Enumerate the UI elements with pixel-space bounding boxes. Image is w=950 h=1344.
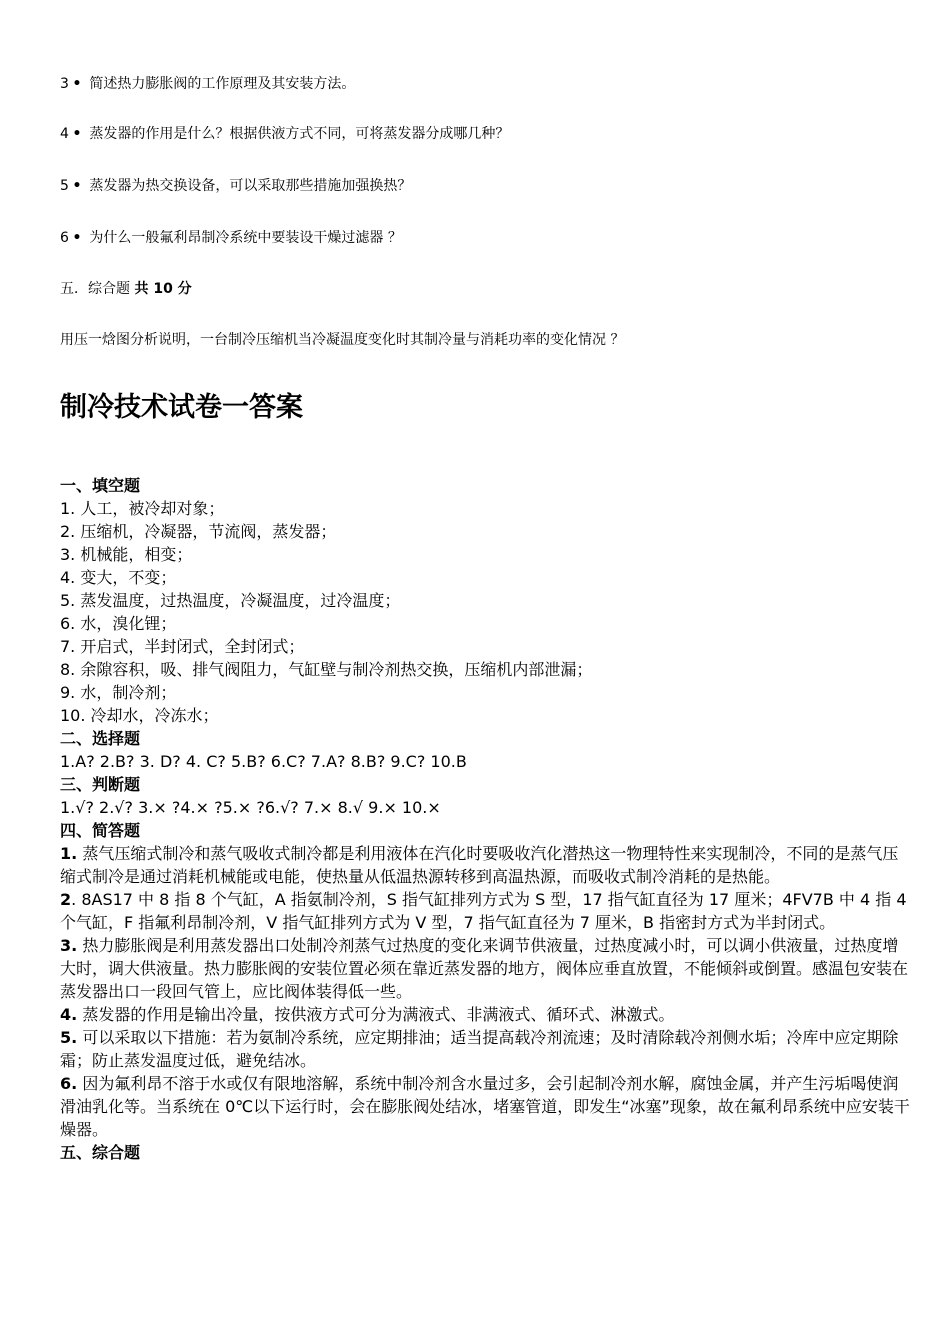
fill-answer: 8. 余隙容积，吸、排气阀阻力，气缸壁与制冷剂热交换，压缩机内部泄漏； <box>60 660 593 679</box>
short-answer-2 <box>60 888 910 934</box>
answer-text: 可以采取以下措施：若为氨制冷系统，应定期排油；适当提高载冷剂流速；及时清除载冷剂侧水垢；冷库中应定期除霜；防止蒸发温度过低，避免结冰。 <box>60 1028 899 1070</box>
question-6 <box>60 229 402 247</box>
bullet: • <box>72 76 82 92</box>
short-answer-1 <box>60 842 910 888</box>
section-5-question: 用压一焓图分析说明，一台制冷压缩机当冷凝温度变化时其制冷量与消耗功率的变化情况 ？ <box>60 332 625 348</box>
question-5 <box>60 177 411 195</box>
question-4 <box>60 125 509 143</box>
question-number: 4 <box>60 126 69 142</box>
short-answer-3 <box>60 934 910 1003</box>
question-text: 为什么一般氟利昂制冷系统中要装设干燥过滤器 ？ <box>89 230 402 246</box>
bullet: • <box>72 126 82 142</box>
section-5-header <box>60 280 192 298</box>
answer-number: 2 <box>60 890 72 909</box>
answer-text: . 8AS17 中 8 指 8 个气缸，A 指氨制冷剂，S 指气缸排列方式为 S 型，17 指气缸直径为 17 厘米；4FV7B 中 4 指 4 个气缸，F 指氟利昂制冷剂，V 指气缸排列方式为 V 型，7 指气缸直径为 7 厘米，B 指密封方式为半封闭式。 <box>60 890 907 932</box>
answer-text: 热力膨胀阀是利用蒸发器出口处制冷剂蒸气过热度的变化来调节供液量，过热度减小时，可以调小供液量，过热度增大时，调大供液量。热力膨胀阀的安装位置必须在靠近蒸发器的地方，阀体应垂直放置，不能倾斜或倒置。感温包安装在蒸发器出口一段回气管上，应比阀体装得低一些。 <box>60 936 909 1001</box>
fill-answer: 10. 冷却水，冷冻水； <box>60 706 219 725</box>
answer-number: 6. <box>60 1074 78 1093</box>
fill-answer: 5. 蒸发温度，过热温度，冷凝温度，过冷温度； <box>60 591 401 610</box>
fill-section-title: 一、填空题 <box>60 476 141 495</box>
answer-text: 蒸发器的作用是输出冷量，按供液方式可分为满液式、非满液式、循环式、淋激式。 <box>82 1005 675 1024</box>
section-label: 五．综合题 <box>60 281 130 297</box>
fill-answer: 1. 人工，被冷却对象； <box>60 499 225 518</box>
short-answer-4 <box>60 1003 910 1026</box>
short-answer-5 <box>60 1026 910 1072</box>
fill-answer: 2. 压缩机，冷凝器，节流阀，蒸发器； <box>60 522 337 541</box>
question-3 <box>60 75 355 93</box>
short-section-title: 四、简答题 <box>60 821 141 840</box>
bullet: • <box>72 230 82 246</box>
judge-section-title: 三、判断题 <box>60 775 141 794</box>
answer-number: 4. <box>60 1005 78 1024</box>
fill-answer: 4. 变大，不变； <box>60 568 177 587</box>
question-text: 简述热力膨胀阀的工作原理及其安装方法。 <box>89 76 356 92</box>
choice-section-title: 二、选择题 <box>60 729 141 748</box>
answer-title: 制冷技术试卷一答案 <box>60 392 303 423</box>
question-number: 5 <box>60 178 69 194</box>
fill-answer: 6. 水，溴化锂； <box>60 614 177 633</box>
fill-answer: 3. 机械能，相变； <box>60 545 193 564</box>
judge-answers: 1.√? 2.√? 3.× ?4.× ?5.× ?6.√? 7.× 8.√ 9.× 10.× <box>60 798 441 817</box>
fill-answer: 7. 开启式，半封闭式，全封闭式； <box>60 637 305 656</box>
choice-answers: 1.A? 2.B? 3. D? 4. C? 5.B? 6.C? 7.A? 8.B? 9.C? 10.B <box>60 752 467 771</box>
answer-number: 3. <box>60 936 78 955</box>
question-number: 6 <box>60 230 69 246</box>
answer-number: 5. <box>60 1028 78 1047</box>
bullet: • <box>72 178 82 194</box>
answer-text: 因为氟利昂不溶于水或仅有限地溶解，系统中制冷剂含水量过多，会引起制冷剂水解，腐蚀金属，并产生污垢喝使润滑油乳化等。当系统在 0℃以下运行时，会在膨胀阀处结冰，堵塞管道，即发生“冰塞”现象，故在氟利昂系统中应安装干燥器。 <box>60 1074 910 1139</box>
fill-answer: 9. 水，制冷剂； <box>60 683 177 702</box>
comprehensive-section-title: 五、综合题 <box>60 1143 141 1162</box>
question-text: 蒸发器为热交换设备，可以采取那些措施加强换热？ <box>89 178 412 194</box>
question-text: 蒸发器的作用是什么？根据供液方式不同，可将蒸发器分成哪几种？ <box>89 126 510 142</box>
section-score: 共 10 分 <box>134 281 192 297</box>
answer-text: 蒸气压缩式制冷和蒸气吸收式制冷都是利用液体在汽化时要吸收汽化潜热这一物理特性来实现制冷，不同的是蒸气压缩式制冷是通过消耗机械能或电能，使热量从低温热源转移到高温热源，而吸收式制冷消耗的是热能。 <box>60 844 899 886</box>
short-answer-6 <box>60 1072 910 1141</box>
answer-number: 1. <box>60 844 78 863</box>
question-number: 3 <box>60 76 69 92</box>
answer-body <box>60 474 910 1164</box>
